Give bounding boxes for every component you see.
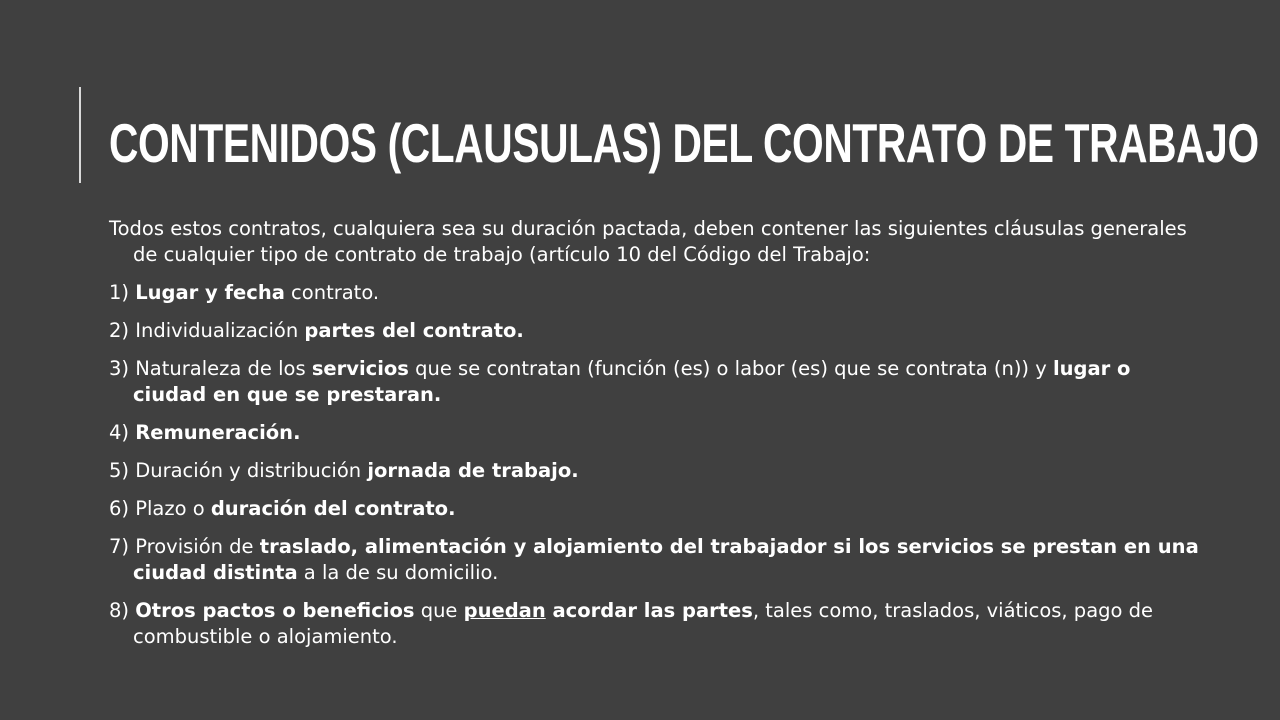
list-item-7 [109,534,1209,586]
list-item-8 [109,598,1209,650]
item-number: 1) [109,281,136,304]
item-number: 8) [109,599,136,622]
item-text: que [414,599,464,622]
item-bold-text: duración del contrato. [210,497,456,520]
item-bold-text: servicios [311,357,409,380]
intro-paragraph: Todos estos contratos, cualquiera sea su duración pactada, deben contener las siguientes cláusulas generales de cualquier tipo de contrato de trabajo (artículo 10 del Código del Trabajo: [109,217,1187,266]
list-item-2 [109,318,1209,344]
item-number: 6) [109,497,136,520]
item-bold-text: acordar las partes [545,599,753,622]
item-number: 5) [109,459,136,482]
list-item-4 [109,420,1209,446]
item-bold-text: traslado, alimentación y alojamiento del trabajador [259,535,827,558]
item-bold-text: partes del contrato. [304,319,524,342]
item-bold-text: Remuneración. [135,421,301,444]
item-number: 2) [109,319,136,342]
list-item-6 [109,496,1209,522]
item-text: a la de su domicilio. [297,561,499,584]
item-bold-text: si los servicios se prestan en una ciudad distinta [133,535,1199,584]
item-text: Individualización [135,319,305,342]
item-number: 4) [109,421,136,444]
list-item-5 [109,458,1209,484]
slide-title: CONTENIDOS (CLAUSULAS) DEL CONTRATO DE TRABAJO [109,112,1259,174]
list-item-1 [109,280,1209,306]
slide-body [109,216,1209,662]
item-bold-text: lugar o ciudad en que se prestaran. [133,357,1131,406]
item-number: 3) [109,357,136,380]
item-bold-text: Otros pactos o beneficios [135,599,415,622]
item-bold-text: Lugar y fecha [135,281,285,304]
list-item-3 [109,356,1209,408]
title-accent-line [79,87,81,183]
item-text: contrato. [284,281,380,304]
item-text: que se contratan (función (es) o labor (es) que se contrata (n)) y [408,357,1053,380]
item-number: 7) [109,535,136,558]
item-text: Duración y distribución [135,459,368,482]
item-text: Provisión de [135,535,260,558]
item-text: Plazo o [135,497,211,520]
item-underlined-bold-text [464,599,546,622]
item-bold-text: jornada de trabajo. [367,459,579,482]
item-underline: puedan [463,599,546,622]
item-text: Naturaleza de los [135,357,312,380]
item-text: , tales como, traslados, viáticos, pago de combustible o alojamiento. [133,599,1154,648]
